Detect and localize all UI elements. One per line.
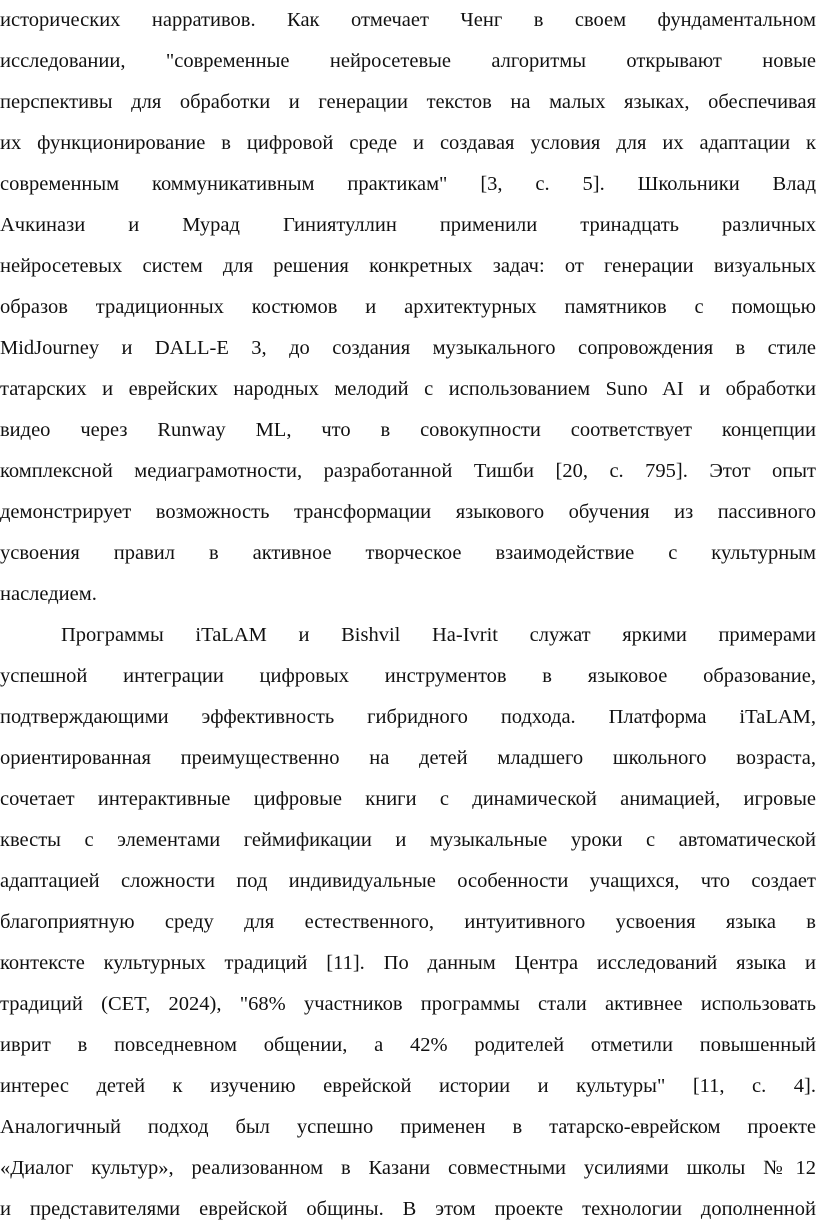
text-line: образов традиционных костюмов и архитектурных памятников с помощью: [0, 296, 816, 318]
text-line: MidJourney и DALL-E 3, до создания музыкального сопровождения в стиле: [0, 337, 816, 359]
text-line: Аналогичный подход был успешно применен в татарско-еврейском проекте: [0, 1116, 816, 1138]
text-line: исследовании, "современные нейросетевые алгоритмы открывают новые: [0, 50, 816, 72]
text-line: интерес детей к изучению еврейской истории и культуры" [11, с. 4].: [0, 1075, 816, 1097]
text-line: нейросетевых систем для решения конкретных задач: от генерации визуальных: [0, 255, 816, 277]
text-line: современным коммуникативным практикам" [3, с. 5]. Школьники Влад: [0, 173, 816, 195]
text-line: благоприятную среду для естественного, интуитивного усвоения языка в: [0, 911, 816, 933]
text-line: адаптацией сложности под индивидуальные особенности учащихся, что создает: [0, 870, 816, 892]
text-line: «Диалог культур», реализованном в Казани совместными усилиями школы №12: [0, 1157, 816, 1179]
text-line: татарских и еврейских народных мелодий с использованием Suno AI и обработки: [0, 378, 816, 400]
text-line: перспективы для обработки и генерации текстов на малых языках, обеспечивая: [0, 91, 816, 113]
text-line: иврит в повседневном общении, а 42% родителей отметили повышенный: [0, 1034, 816, 1056]
text-line: демонстрирует возможность трансформации языкового обучения из пассивного: [0, 501, 816, 523]
text-line: видео через Runway ML, что в совокупности соответствует концепции: [0, 419, 816, 441]
text-line: комплексной медиаграмотности, разработанной Тишби [20, с. 795]. Этот опыт: [0, 460, 816, 482]
text-line: и представителями еврейской общины. В этом проекте технологии дополненной: [0, 1198, 816, 1220]
text-line: усвоения правил в активное творческое взаимодействие с культурным: [0, 542, 816, 564]
text-line: контексте культурных традиций [11]. По данным Центра исследований языка и: [0, 952, 816, 974]
text-line: Ачкинази и Мурад Гиниятуллин применили тринадцать различных: [0, 214, 816, 236]
text-line: Программы iTaLAM и Bishvil Ha-Ivrit служат яркими примерами: [61, 624, 816, 646]
text-line: квесты с элементами геймификации и музыкальные уроки с автоматической: [0, 829, 816, 851]
text-line: сочетает интерактивные цифровые книги с динамической анимацией, игровые: [0, 788, 816, 810]
text-line: подтверждающими эффективность гибридного подхода. Платформа iTaLAM,: [0, 706, 816, 728]
text-line: наследием.: [0, 583, 97, 605]
text-line: их функционирование в цифровой среде и создавая условия для их адаптации к: [0, 132, 816, 154]
text-line: исторических нарративов. Как отмечает Ченг в своем фундаментальном: [0, 9, 816, 31]
text-line: успешной интеграции цифровых инструментов в языковое образование,: [0, 665, 816, 687]
text-line: ориентированная преимущественно на детей младшего школьного возраста,: [0, 747, 816, 769]
text-line: традиций (CET, 2024), "68% участников программы стали активнее использовать: [0, 993, 816, 1015]
